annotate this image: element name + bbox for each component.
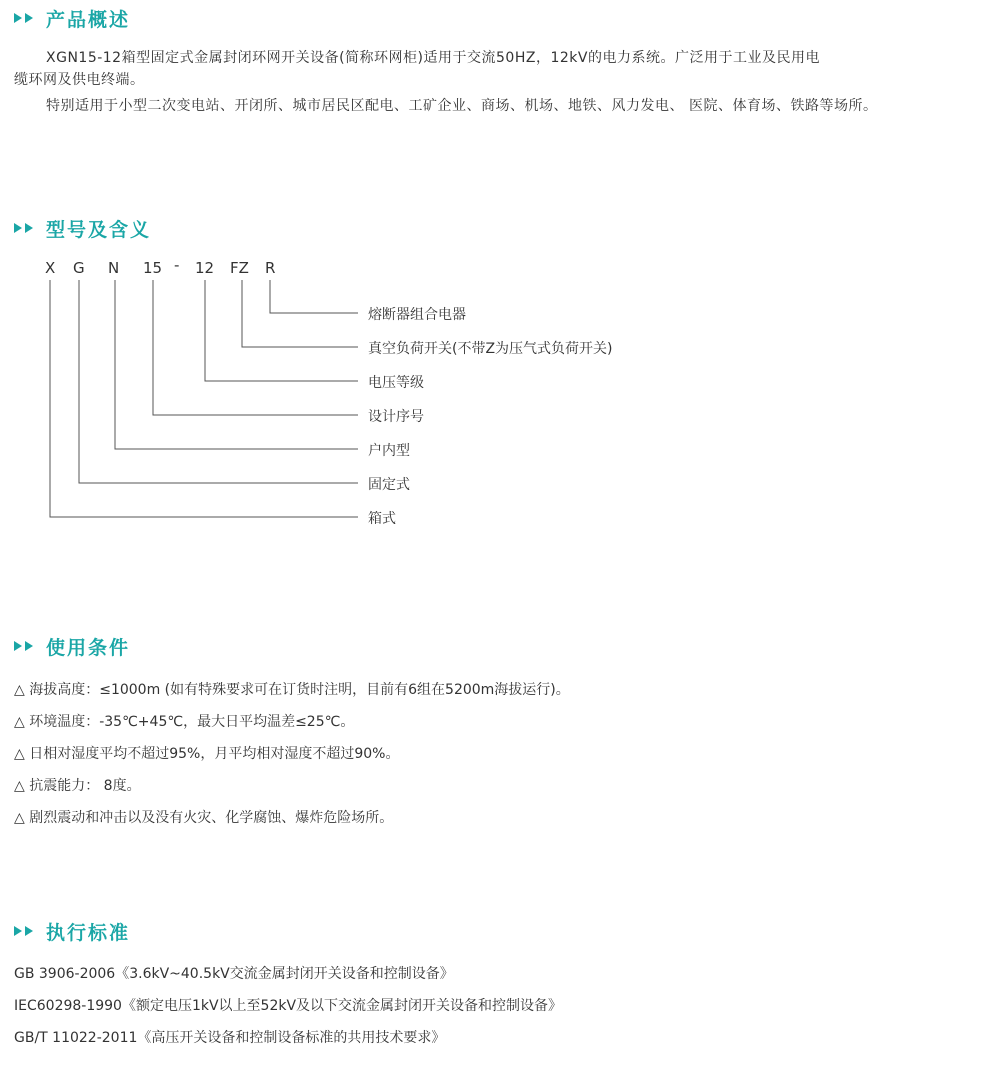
overview-line-3: 特别适用于小型二次变电站、开闭所、城市居民区配电、工矿企业、商场、机场、地铁、风力发电、 医院、体育场、铁路等场所。 — [46, 98, 878, 114]
double-arrow-icon — [14, 641, 36, 651]
section-title: 使用条件 — [46, 636, 131, 659]
model-code-15: 15 — [143, 259, 163, 277]
model-code-g: G — [73, 259, 85, 277]
model-code-r: R — [265, 259, 276, 277]
meaning-voltage: 电压等级 — [368, 375, 424, 391]
model-code-dash: - — [174, 256, 180, 274]
connector-12 — [205, 280, 358, 381]
connector-n — [115, 280, 358, 449]
meaning-design-number: 设计序号 — [368, 409, 424, 425]
section-title: 产品概述 — [46, 8, 131, 31]
model-code-12: 12 — [195, 259, 215, 277]
meaning-indoor: 户内型 — [368, 443, 410, 459]
meaning-fuse: 熔断器组合电器 — [368, 307, 466, 323]
condition-environment: △ 剧烈震动和冲击以及没有火灾、化学腐蚀、爆炸危险场所。 — [14, 810, 394, 826]
standard-gbt11022: GB/T 11022-2011《高压开关设备和控制设备标准的共用技术要求》 — [14, 1030, 446, 1046]
meaning-fixed: 固定式 — [368, 477, 410, 493]
overview-line-2: 缆环网及供电终端。 — [14, 72, 145, 88]
meaning-vacuum-switch: 真空负荷开关(不带Z为压气式负荷开关) — [368, 341, 613, 357]
model-code-n: N — [108, 259, 120, 277]
section-title: 执行标准 — [46, 921, 131, 944]
double-arrow-icon — [14, 926, 36, 936]
connector-r — [270, 280, 358, 313]
condition-seismic: △ 抗震能力： 8度。 — [14, 778, 141, 794]
meaning-box: 箱式 — [368, 511, 396, 527]
standard-gb3906: GB 3906-2006《3.6kV~40.5kV交流金属封闭开关设备和控制设备》 — [14, 966, 454, 982]
section-header-standards — [14, 918, 130, 944]
condition-temperature: △ 环境温度：-35℃+45℃，最大日平均温差≤25℃。 — [14, 714, 355, 730]
standard-iec60298: IEC60298-1990《额定电压1kV以上至52kV及以下交流金属封闭开关设备和控制设备》 — [14, 998, 563, 1014]
connector-x — [50, 280, 358, 517]
overview-line-1: XGN15-12箱型固定式金属封闭环网开关设备(简称环网柜)适用于交流50HZ，12kV的电力系统。广泛用于工业及民用电 — [46, 50, 820, 66]
model-code-fz: FZ — [230, 259, 249, 277]
condition-humidity: △ 日相对湿度平均不超过95%，月平均相对湿度不超过90%。 — [14, 746, 400, 762]
condition-altitude: △ 海拔高度：≤1000m (如有特殊要求可在订货时注明，目前有6组在5200m海拔运行)。 — [14, 682, 570, 698]
model-code-x: X — [45, 259, 56, 277]
section-title: 型号及含义 — [46, 218, 152, 241]
section-header-conditions — [14, 633, 130, 659]
